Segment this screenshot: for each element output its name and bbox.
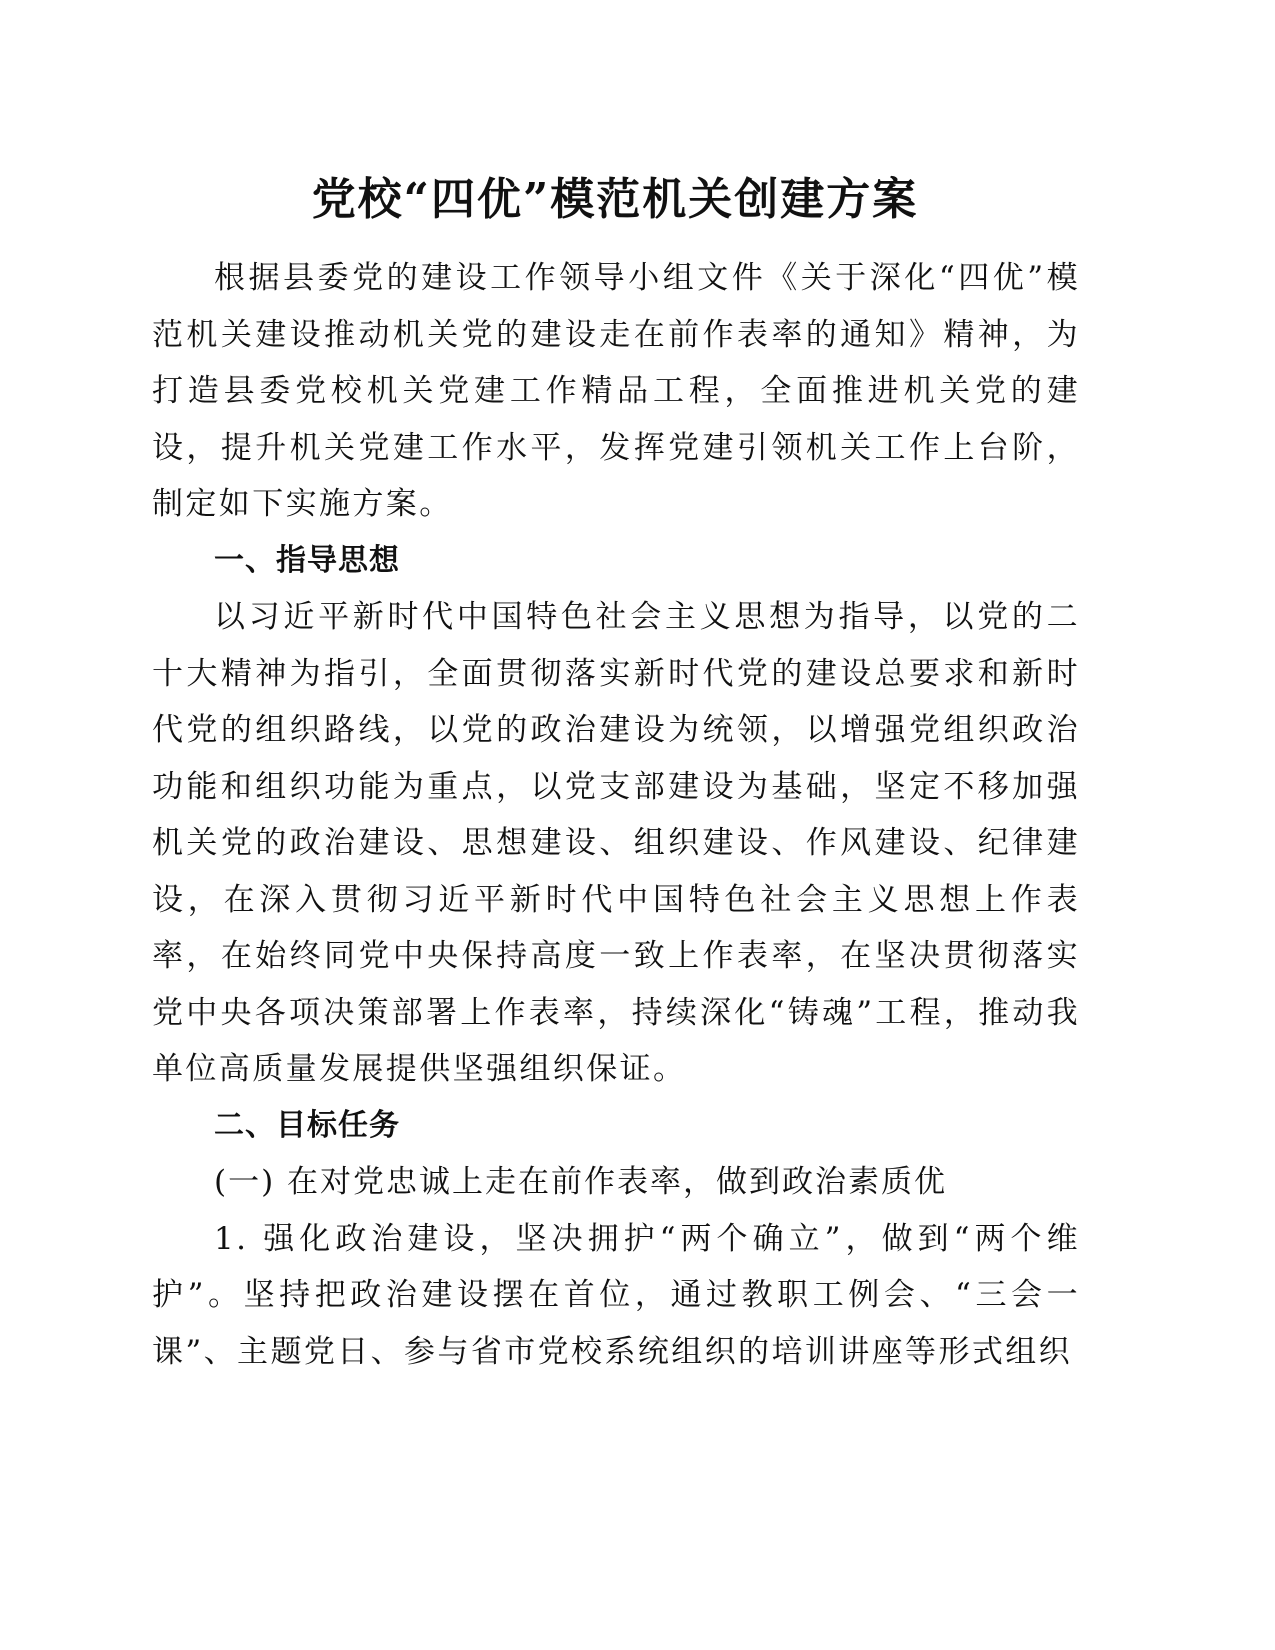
subsection-heading-political-quality: (一) 在对党忠诚上走在前作表率，做到政治素质优 bbox=[214, 1164, 948, 1200]
item-1-paragraph: 1. 强化政治建设，坚决拥护“两个确立”，做到“两个维护”。坚持把政治建设摆在首位，通过教职工例会、“三会一课”、主题党日、参与省市党校系统组织的培训讲座等形式组织 bbox=[152, 1220, 1080, 1370]
section-heading-guiding-thought: 一、指导思想 bbox=[214, 542, 400, 578]
document-title: 党校“四优”模范机关创建方案 bbox=[311, 174, 919, 225]
section-heading-goals-tasks: 二、目标任务 bbox=[214, 1107, 400, 1143]
intro-paragraph: 根据县委党的建设工作领导小组文件《关于深化“四优”模范机关建设推动机关党的建设走在前作表率的通知》精神，为打造县委党校机关党建工作精品工程，全面推进机关党的建设，提升机关党建工作水平，发挥党建引领机关工作上台阶，制定如下实施方案。 bbox=[152, 260, 1080, 522]
document-body bbox=[152, 250, 1080, 1380]
guiding-thought-paragraph: 以习近平新时代中国特色社会主义思想为指导，以党的二十大精神为指引，全面贯彻落实新时代党的建设总要求和新时代党的组织路线，以党的政治建设为统领，以增强党组织政治功能和组织功能为重点，以党支部建设为基础，坚定不移加强机关党的政治建设、思想建设、组织建设、作风建设、纪律建设，在深入贯彻习近平新时代中国特色社会主义思想上作表率，在始终同党中央保持高度一致上作表率，在坚决贯彻落实党中央各项决策部署上作表率，持续深化“铸魂”工程，推动我单位高质量发展提供坚强组织保证。 bbox=[152, 599, 1080, 1087]
